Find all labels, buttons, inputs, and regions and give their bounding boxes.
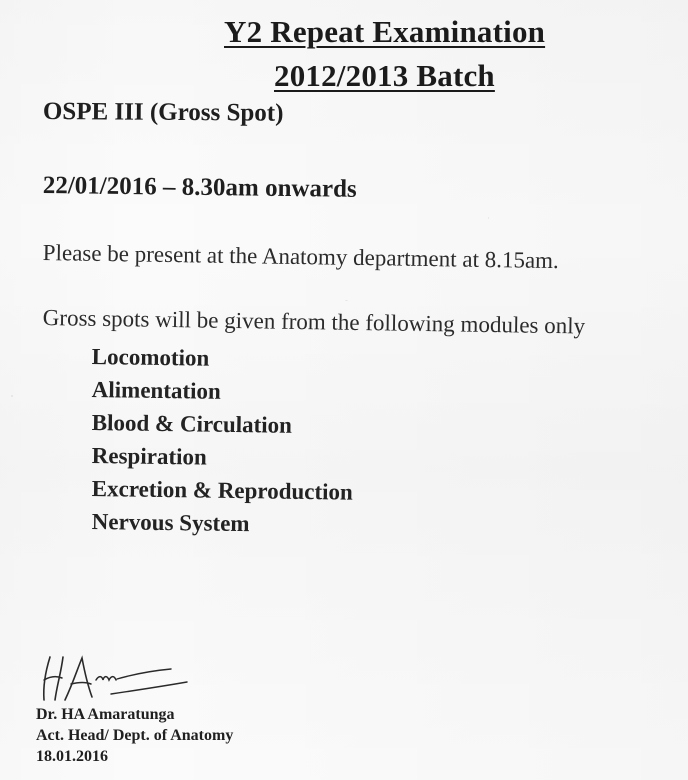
module-item-nervous-system: Nervous System: [91, 508, 250, 537]
signatory-block: [36, 704, 233, 767]
handwritten-signature: [35, 645, 195, 705]
module-list: [92, 340, 353, 538]
batch-title: 2012/2013 Batch: [274, 58, 495, 93]
attendance-instruction: Please be present at the Anatomy department at 8.15am.: [42, 240, 559, 274]
exam-datetime: 22/01/2016 – 8.30am onwards: [42, 172, 357, 203]
paper-speck: [488, 217, 489, 219]
modules-introduction: Gross spots will be given from the following modules only: [42, 305, 586, 339]
signatory-name: Dr. HA Amaratunga: [36, 706, 175, 723]
module-item-respiration: Respiration: [91, 442, 207, 470]
signatory-position: Act. Head/ Dept. of Anatomy: [36, 727, 234, 744]
module-item-blood-circulation: Blood & Circulation: [91, 409, 293, 438]
signature-date: 18.01.2016: [36, 748, 108, 765]
module-item-excretion-reproduction: Excretion & Reproduction: [91, 475, 354, 505]
paper-speck: [11, 395, 13, 397]
exam-subtitle: OSPE III (Gross Spot): [42, 98, 284, 127]
exam-title: Y2 Repeat Examination: [224, 14, 546, 49]
module-item-locomotion: Locomotion: [91, 343, 210, 371]
paper-speck: [345, 300, 348, 301]
module-item-alimentation: Alimentation: [91, 376, 221, 404]
